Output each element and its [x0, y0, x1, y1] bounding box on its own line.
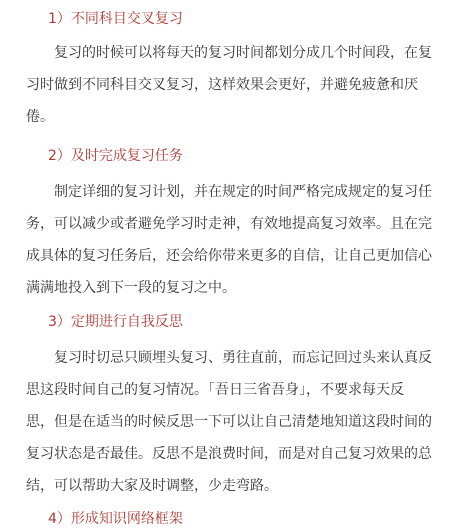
paragraph-line: 结，可以帮助大家及时调整，少走弯路。 — [26, 478, 278, 494]
section-1-heading: 1）不同科目交叉复习 — [48, 11, 183, 27]
paragraph-line: 复习状态是否最佳。反思不是浪费时间，而是对自己复习效果的总 — [26, 446, 432, 462]
paragraph-line: 倦。 — [26, 109, 54, 125]
section-2-paragraph — [26, 176, 434, 304]
paragraph-line: 复习时切忌只顾埋头复习、勇往直前，而忘记回过头来认真反 — [54, 350, 432, 366]
paragraph-line: 思，但是在适当的时候反思一下可以让自己清楚地知道这段时间的 — [26, 414, 432, 430]
section-3-heading: 3）定期进行自我反思 — [48, 314, 183, 330]
section-3-paragraph — [26, 342, 434, 502]
section-1-paragraph — [26, 37, 434, 133]
paragraph-line: 成具体的复习任务后，还会给你带来更多的自信，让自己更加信心 — [26, 248, 432, 264]
paragraph-line: 思这段时间自己的复习情况。「吾日三省吾身」，不要求每天反 — [26, 382, 404, 398]
paragraph-line: 复习的时候可以将每天的复习时间都划分成几个时间段，在复 — [54, 45, 432, 61]
paragraph-line: 制定详细的复习计划，并在规定的时间严格完成规定的复习任 — [54, 184, 432, 200]
paragraph-line: 习时做到不同科目交叉复习，这样效果会更好，并避免疲惫和厌 — [26, 77, 418, 93]
section-2-heading: 2）及时完成复习任务 — [48, 148, 183, 164]
section-4-heading: 4）形成知识网络框架 — [48, 511, 183, 527]
paragraph-line: 满满地投入到下一段的复习之中。 — [26, 280, 236, 296]
paragraph-line: 务，可以减少或者避免学习时走神，有效地提高复习效率。且在完 — [26, 216, 432, 232]
